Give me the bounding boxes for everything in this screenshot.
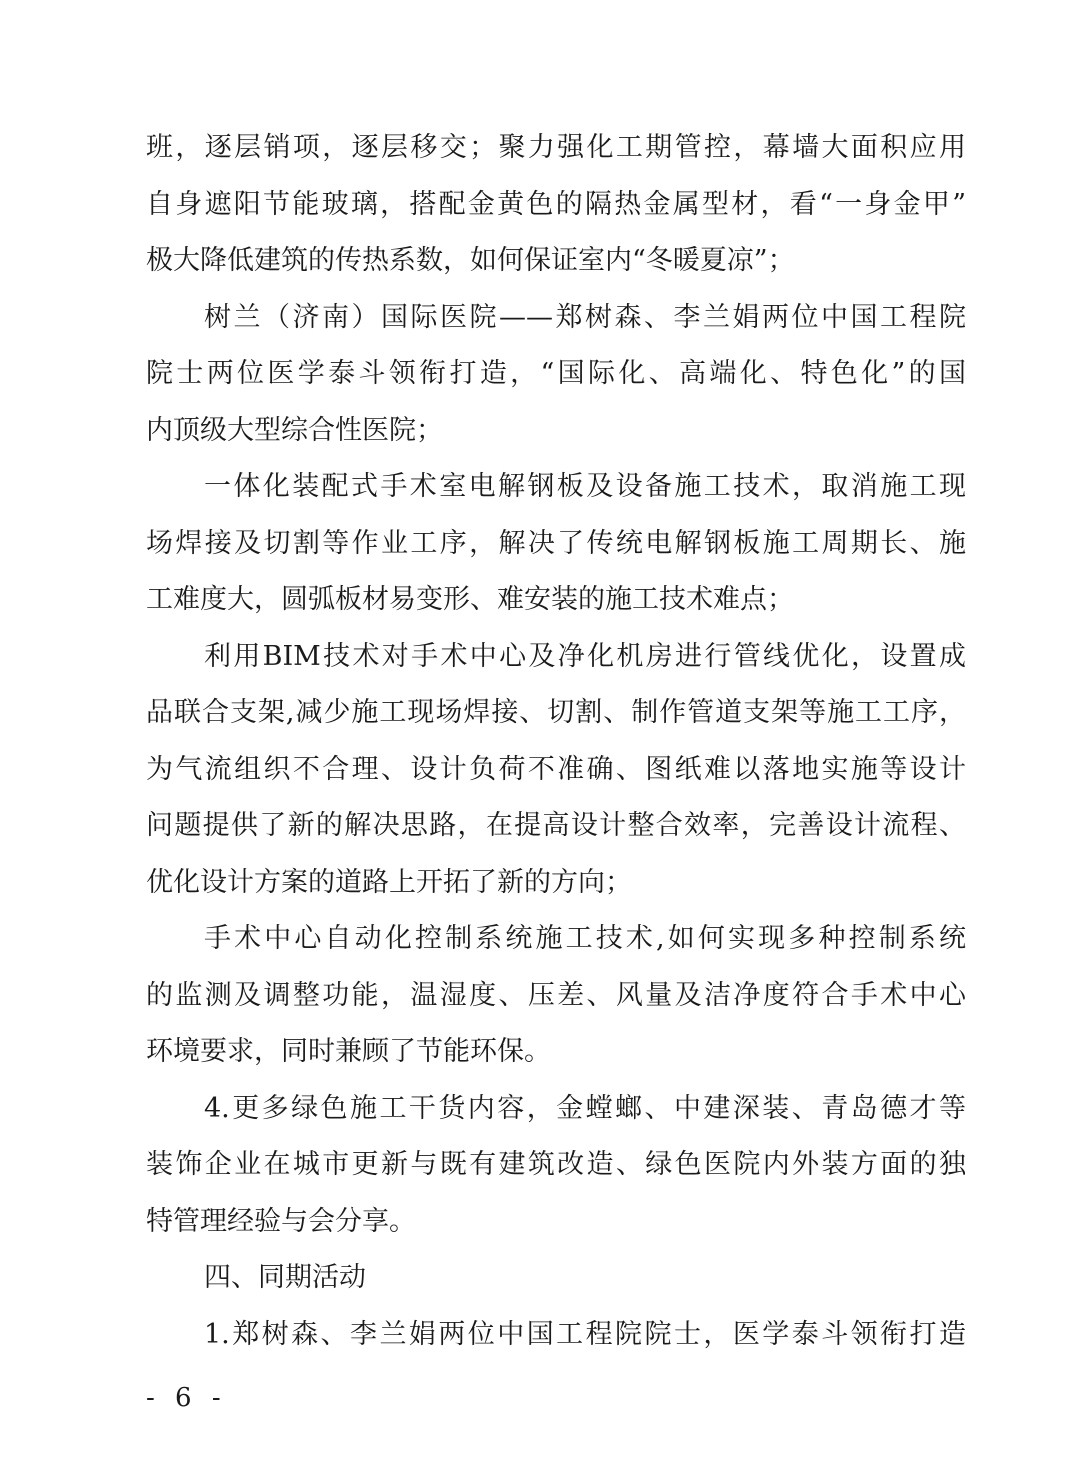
page-number: - 6 - (146, 1383, 227, 1413)
text-line: 的监测及调整功能，温湿度、压差、风量及洁净度符合手术中心 (146, 979, 966, 1011)
text-line: 问题提供了新的解决思路，在提高设计整合效率，完善设计流程、 (146, 810, 966, 841)
text-line: 1.郑树森、李兰娟两位中国工程院院士，医学泰斗领衔打造 (204, 1318, 966, 1350)
text-line: 一体化装配式手术室电解钢板及设备施工技术，取消施工现 (204, 471, 966, 502)
text-line: 特管理经验与会分享。 (146, 1205, 416, 1237)
text-line: 装饰企业在城市更新与既有建筑改造、绿色医院内外装方面的独 (146, 1149, 966, 1180)
section-heading: 四、同期活动 (204, 1262, 366, 1293)
text-line: 班，逐层销项，逐层移交；聚力强化工期管控，幕墙大面积应用 (146, 132, 966, 163)
text-line: 自身遮阳节能玻璃，搭配金黄色的隔热金属型材，看“一身金甲” (146, 188, 966, 220)
text-line: 内顶级大型综合性医院； (146, 414, 443, 446)
text-line: 环境要求，同时兼顾了节能环保。 (146, 1036, 551, 1067)
body-text (146, 120, 966, 1363)
text-line: 极大降低建筑的传热系数，如何保证室内“冬暖夏凉”； (146, 245, 795, 276)
text-line: 工难度大，圆弧板材易变形、难安装的施工技术难点； (146, 584, 794, 615)
text-line: 优化设计方案的道路上开拓了新的方向； (146, 866, 632, 898)
text-line: 利用BIM技术对手术中心及净化机房进行管线优化，设置成 (204, 640, 966, 672)
text-line: 为气流组织不合理、设计负荷不准确、图纸难以落地实施等设计 (146, 753, 966, 785)
text-line: 场焊接及切割等作业工序，解决了传统电解钢板施工周期长、施 (146, 527, 966, 559)
text-line: 品联合支架,减少施工现场焊接、切割、制作管道支架等施工工序， (146, 697, 966, 728)
text-line: 树兰（济南）国际医院——郑树森、李兰娟两位中国工程院 (204, 301, 966, 333)
text-line: 4.更多绿色施工干货内容，金螳螂、中建深装、青岛德才等 (204, 1092, 966, 1124)
text-line: 院士两位医学泰斗领衔打造，“国际化、高端化、特色化”的国 (146, 358, 966, 389)
text-line: 手术中心自动化控制系统施工技术,如何实现多种控制系统 (204, 923, 966, 954)
